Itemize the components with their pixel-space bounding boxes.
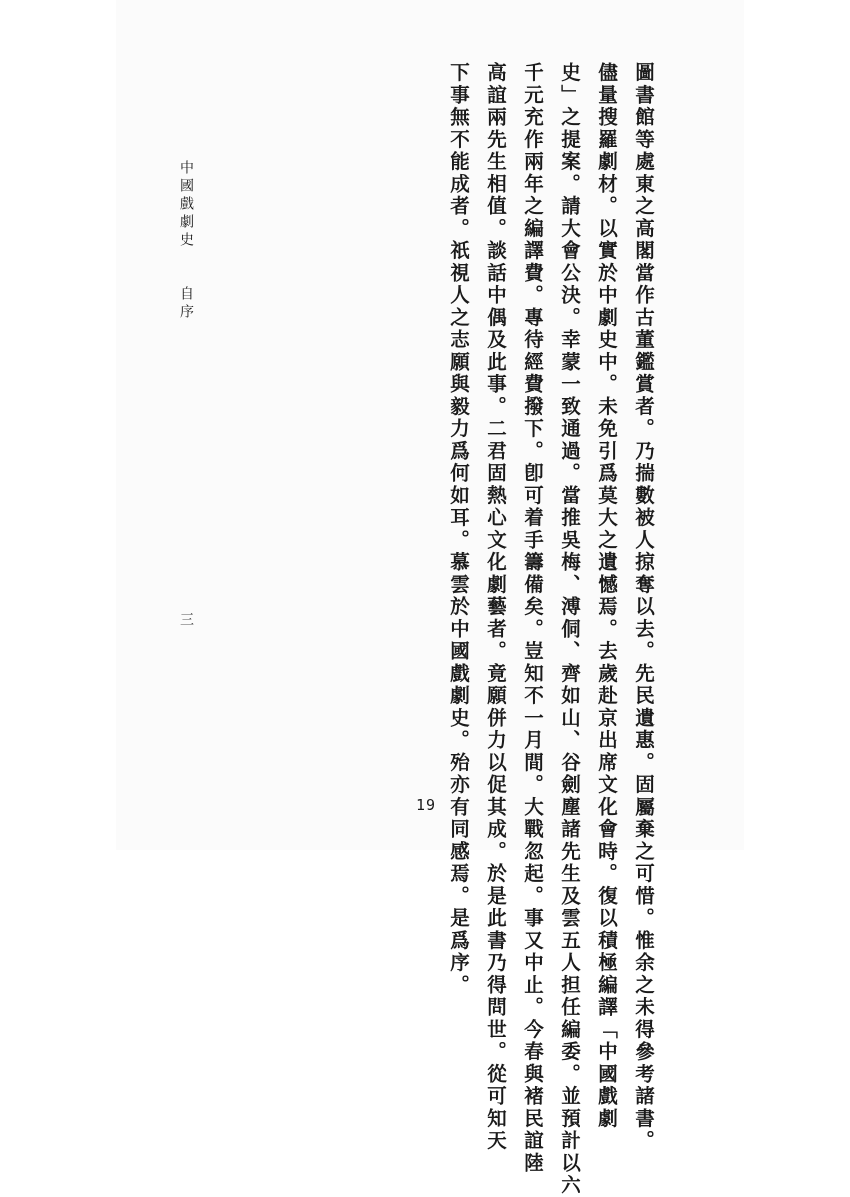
text-column-6: 下事無不能成者。祇視人之志願與毅力爲何如耳。慕雲於中國戲劇史。殆亦有同感焉。是爲序。 (447, 62, 470, 997)
running-title: 中國戲劇史 自序 (178, 160, 194, 322)
page-number: 19 (415, 796, 437, 814)
text-column-1: 圖書館等處東之高閣當作古董鑑賞者。乃揣數被人掠奪以去。先民遺惠。固屬棄之可惜。惟余之未得參考諸書。 (632, 62, 655, 1153)
text-column-4: 千元充作兩年之編譯費。專待經費撥下。卽可着手籌備矣。豈知不一月間。大戰忽起。事又中止。今春與褚民誼陸 (521, 62, 544, 1175)
text-column-5: 高誼兩先生相值。談話中偶及此事。二君固熱心文化劇藝者。竟願併力以促其成。於是此書乃得問世。從可知天 (484, 62, 507, 1153)
margin-page-marker: 三 (178, 612, 194, 630)
text-column-2: 儘量搜羅劇材。以實於中劇史中。未免引爲莫大之遺憾焉。去歲赴京出席文化會時。復以積極編譯「中國戲劇 (595, 62, 618, 1130)
text-column-3: 史」之提案。請大會公決。幸蒙一致通過。當推吳梅、溥侗、齊如山、谷劍塵諸先生及雲五人担任編委。並預計以六 (558, 62, 581, 1197)
